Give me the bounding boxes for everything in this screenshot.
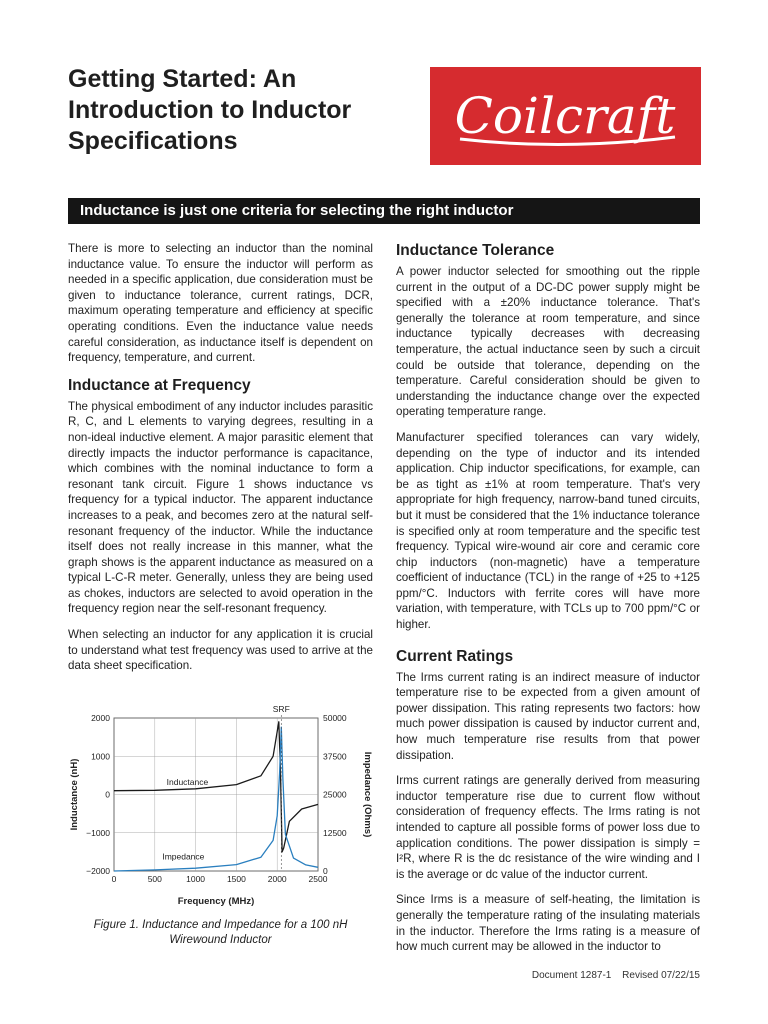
y2-tick-label: 0 <box>323 866 328 876</box>
coilcraft-logo-graphic <box>430 67 701 165</box>
chart-series <box>114 722 318 871</box>
chart-ticks <box>86 713 347 884</box>
chart-grid <box>114 718 318 871</box>
x-tick-label: 0 <box>111 874 117 884</box>
x-tick-label: 2000 <box>267 874 287 884</box>
caption-line-2: Wirewound Inductor <box>169 934 272 946</box>
title-line-1: Getting Started: An <box>68 65 297 93</box>
heading-current-ratings: Current Ratings <box>396 647 514 665</box>
y-tick-label: 2000 <box>91 713 110 723</box>
x-tick-label: 1000 <box>186 874 206 884</box>
series-inductance-line <box>114 722 318 852</box>
title-line-3: Specifications <box>68 127 238 155</box>
annotation-impedance: Impedance <box>162 851 205 862</box>
figure-caption <box>68 918 373 948</box>
document-footer <box>500 970 700 981</box>
current-paragraph-3: Since Irms is a measure of self-heating, the limitation is generally the temperature rating of the insulating materials in the inductor. Therefore the Irms rating is a measure of how much current may be allowed in the inductor to <box>396 893 700 954</box>
caption-line-1: Figure 1. Inductance and Impedance for a 100 nH <box>93 919 348 931</box>
y-tick-label: 1000 <box>91 751 110 762</box>
revision-date: Revised 07/22/15 <box>622 970 700 981</box>
current-paragraph-1: The Irms current rating is an indirect measure of inductor temperature rise to be expected from a given amount of power dissipation. This rating represents two factors: how much power dissipation is caused by inductor current and, how much temperature rise results from that power dissipation. <box>396 670 700 762</box>
y-tick-label: −2000 <box>86 866 110 876</box>
current-paragraph-2: Irms current ratings are generally derived from measuring inductor temperature rise due to current flow without consideration of frequency effects. The Irms rating is not intended to capture all possible forms of power loss due to application conditions. The power dissipation is simply = I²R, where R is the dc resistance of the wire winding and I is the average or dc value of the inductor current. <box>396 774 700 881</box>
y2-tick-label: 37500 <box>323 751 347 762</box>
x-axis-label: Frequency (MHz) <box>177 896 255 907</box>
section-banner: Inductance is just one criteria for selecting the right inductor <box>68 198 700 224</box>
page-title <box>68 64 428 157</box>
figure-1-chart <box>68 698 388 948</box>
heading-inductance-frequency: Inductance at Frequency <box>68 376 251 394</box>
y-tick-label: 0 <box>105 789 110 800</box>
frequency-paragraph-1: The physical embodiment of any inductor includes parasitic R, C, and L elements to varying degrees, resulting in a non-ideal inductive element. A major parasitic element that directly impacts the inductor performance is capacitance, which combines with the nominal inductance to form a resonant tank circuit. Figure 1 shows inductance vs frequency for a typical inductor. The apparent inductance increases to a peak, and becomes zero at the natural self-resonant frequency of the inductor. While the inductance itself does not really increase in this manner, what the graph shows is the apparent inductance as measured on a typical L-C-R meter. Generally, unless they are being used as chokes, inductors are selected to avoid operation in the frequency region near the self-resonant frequency. <box>68 399 373 616</box>
y2-tick-label: 50000 <box>323 713 347 723</box>
title-line-2: Introduction to Inductor <box>68 96 352 124</box>
y2-tick-label: 25000 <box>323 789 347 800</box>
chart-annotations <box>162 704 289 871</box>
right-column <box>396 241 700 965</box>
tolerance-paragraph-1: A power inductor selected for smoothing out the ripple current in the output of a DC-DC power supply might be specified with a ±20% inductance tolerance. That's generally the tolerance at room temperature, and since inductance typically decreases with decreasing temperature, the actual inductance seen by such a circuit could be outside that tolerance, depending on the temperature. Careful consideration should be given to understanding the inductance change over the expected operating temperature range. <box>396 265 700 419</box>
logo-wordmark: Coilcraft <box>454 87 676 145</box>
left-column <box>68 241 373 684</box>
y2-axis-label: Impedance (Ohms) <box>362 751 373 838</box>
frequency-paragraph-2: When selecting an inductor for any application it is crucial to understand what test frequency was used to arrive at the data sheet specification. <box>68 628 373 673</box>
y-tick-label: −1000 <box>86 827 110 838</box>
y-axis-label: Inductance (nH) <box>69 758 80 831</box>
series-impedance-line <box>114 727 318 871</box>
x-tick-label: 1500 <box>226 874 246 884</box>
y2-tick-label: 12500 <box>323 827 347 838</box>
tolerance-paragraph-2: Manufacturer specified tolerances can vary widely, depending on the type of inductor and its intended application. Chip inductor specifications, for example, can be as tight as ±1% at room temperature. That's very appropriate for high frequency, narrow-band tuned circuits, but it must be considered that the 1% inductance tolerance is specified only at room temperature and the specific test frequency. Typical wire-wound air core and ceramic core chip inductors (non-magnetic) have a temperature coefficient of inductance (TCL) in the range of +25 to +125 ppm/°C. Inductors with ferrite cores will have more variation, with temperature, with TCLs up to 700 ppm/°C or higher. <box>396 430 700 632</box>
annotation-srf: SRF <box>272 704 290 714</box>
heading-inductance-tolerance: Inductance Tolerance <box>396 242 555 259</box>
document-number: Document 1287-1 <box>531 970 612 981</box>
annotation-inductance: Inductance <box>166 776 209 787</box>
coilcraft-logo <box>430 67 701 165</box>
inductance-impedance-chart <box>68 698 388 913</box>
intro-paragraph: There is more to selecting an inductor than the nominal inductance value. To ensure the inductor will perform as needed in a specific application, due consideration must be given to inductance tolerance, current ratings, DCR, maximum operating temperature and efficiency at specific operating conditions. Even the inductance value needs careful consideration, as inductance itself is dependent on frequency, temperature, and current. <box>68 242 373 365</box>
x-tick-label: 500 <box>147 874 162 884</box>
x-tick-label: 2500 <box>308 874 328 884</box>
